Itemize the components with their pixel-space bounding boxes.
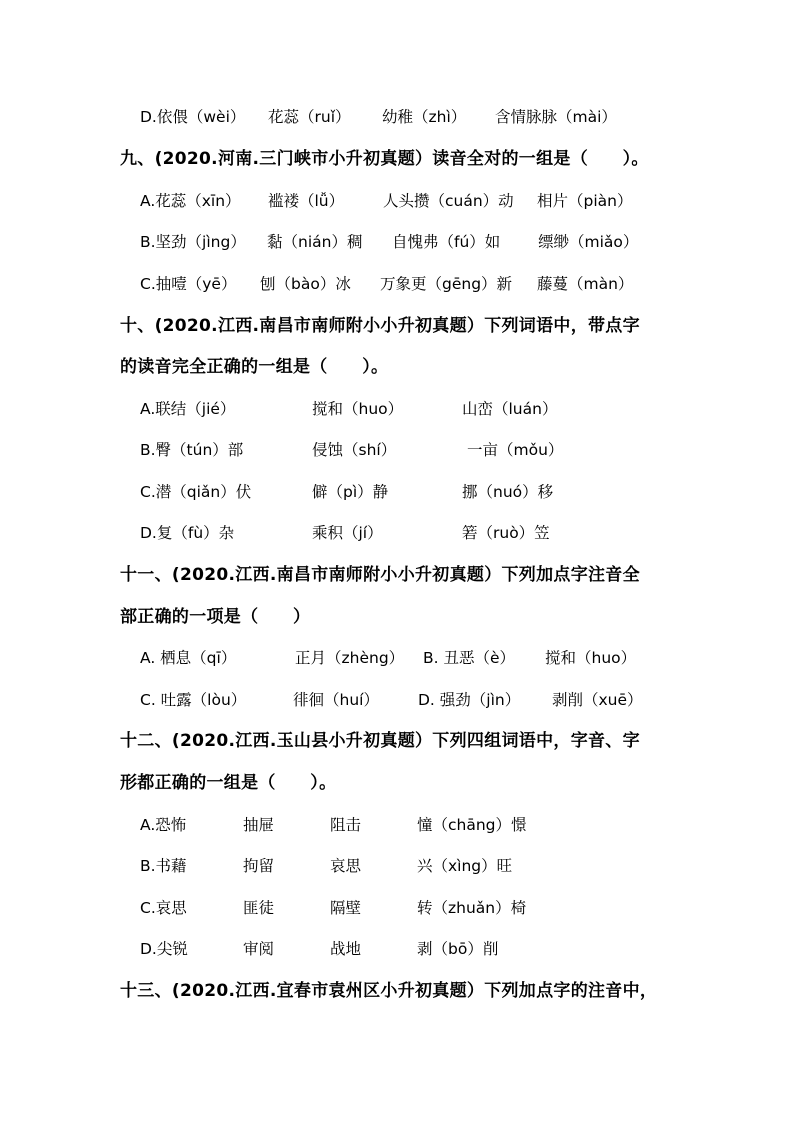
option-item: 阻击 <box>330 816 362 834</box>
q9-option-c <box>0 272 794 296</box>
option-item: D.复（fù）杂 <box>140 524 235 542</box>
option-item: 刨（bào）冰 <box>260 275 351 293</box>
option-item: 一亩（mǒu） <box>467 441 564 459</box>
option-item: 挪（nuó）移 <box>462 483 554 501</box>
option-item: 含情脉脉（mài） <box>495 108 617 126</box>
option-item: 侵蚀（shí） <box>312 441 397 459</box>
question-10-title: 十、(2020.江西.南昌市南师附小小升初真题）下列词语中，带点字 <box>120 316 640 336</box>
option-item: 藤蔓（màn） <box>537 275 634 293</box>
option-item: 山峦（luán） <box>462 400 558 418</box>
option-item: 正月（zhèng） <box>295 649 405 667</box>
option-item: 剥（bō）削 <box>417 940 499 958</box>
option-item: 僻（pì）静 <box>312 483 389 501</box>
q10-option-d <box>0 521 794 545</box>
option-item: D.尖锐 <box>140 940 188 958</box>
question-10-title-cont: 的读音完全正确的一组是（ ）。 <box>120 357 389 377</box>
option-item: 徘徊（huí） <box>293 691 379 709</box>
q12-option-c <box>0 896 794 920</box>
option-item: B.坚劲（jìng） <box>140 233 246 251</box>
q11-options-cd <box>0 688 794 712</box>
q10-option-b <box>0 438 794 462</box>
option-item: D. 强劲（jìn） <box>418 691 521 709</box>
option-item: 搅和（huo） <box>312 400 404 418</box>
option-item: B.臀（tún）部 <box>140 441 244 459</box>
option-item: 自愧弗（fú）如 <box>392 233 501 251</box>
q10-option-a <box>0 397 794 421</box>
option-item: D.依偎（wèi） <box>140 108 246 126</box>
option-item: B.书藉 <box>140 857 187 875</box>
option-item: 抽屉 <box>243 816 275 834</box>
option-item: 乘积（jí） <box>312 524 383 542</box>
option-item: 万象更（gēng）新 <box>380 275 513 293</box>
option-item: C.潜（qiǎn）伏 <box>140 483 252 501</box>
option-item: 箬（ruò）笠 <box>462 524 550 542</box>
option-item: A.联结（jié） <box>140 400 236 418</box>
option-item: 缥缈（miǎo） <box>538 233 639 251</box>
q8-option-d <box>0 105 794 129</box>
option-item: 转（zhuǎn）椅 <box>417 899 527 917</box>
q12-option-a <box>0 813 794 837</box>
option-item: A. 栖息（qī） <box>140 649 237 667</box>
question-12-title-cont: 形都正确的一组是（ ）。 <box>120 773 337 793</box>
option-item: A.花蕊（xīn） <box>140 192 241 210</box>
option-item: 拘留 <box>243 857 275 875</box>
q12-option-b <box>0 854 794 878</box>
option-item: 憧（chāng）憬 <box>417 816 527 834</box>
option-item: 搅和（huo） <box>545 649 637 667</box>
option-item: 幼稚（zhì） <box>382 108 467 126</box>
option-item: 人头攒（cuán）动 <box>383 192 514 210</box>
option-item: 匪徒 <box>243 899 275 917</box>
q11-options-ab <box>0 646 794 670</box>
q9-option-a <box>0 189 794 213</box>
q9-option-b <box>0 230 794 254</box>
option-item: 审阅 <box>243 940 275 958</box>
option-item: A.恐怖 <box>140 816 187 834</box>
option-item: 隔壁 <box>330 899 362 917</box>
option-item: 相片（piàn） <box>537 192 633 210</box>
option-item: C. 吐露（lòu） <box>140 691 247 709</box>
question-9-title: 九、(2020.河南.三门峡市小升初真题）读音全对的一组是（ ）。 <box>120 149 649 169</box>
option-item: 哀思 <box>330 857 362 875</box>
question-11-title: 十一、(2020.江西.南昌市南师附小小升初真题）下列加点字注音全 <box>120 565 640 585</box>
option-item: B. 丑恶（è） <box>423 649 516 667</box>
option-item: 剥削（xuē） <box>552 691 643 709</box>
option-item: 兴（xìng）旺 <box>417 857 513 875</box>
option-item: 褴褛（lǚ） <box>268 192 345 210</box>
question-13-title: 十三、(2020.江西.宜春市袁州区小升初真题）下列加点字的注音中， <box>120 981 658 1001</box>
option-item: 花蕊（ruǐ） <box>268 108 351 126</box>
question-11-title-cont: 部正确的一项是（ ） <box>120 607 311 627</box>
option-item: C.抽噎（yē） <box>140 275 237 293</box>
q10-option-c <box>0 480 794 504</box>
question-12-title: 十二、(2020.江西.玉山县小升初真题）下列四组词语中，字音、字 <box>120 731 640 751</box>
option-item: 战地 <box>330 940 362 958</box>
option-item: 黏（nián）稠 <box>267 233 363 251</box>
option-item: C.哀思 <box>140 899 187 917</box>
q12-option-d <box>0 937 794 961</box>
